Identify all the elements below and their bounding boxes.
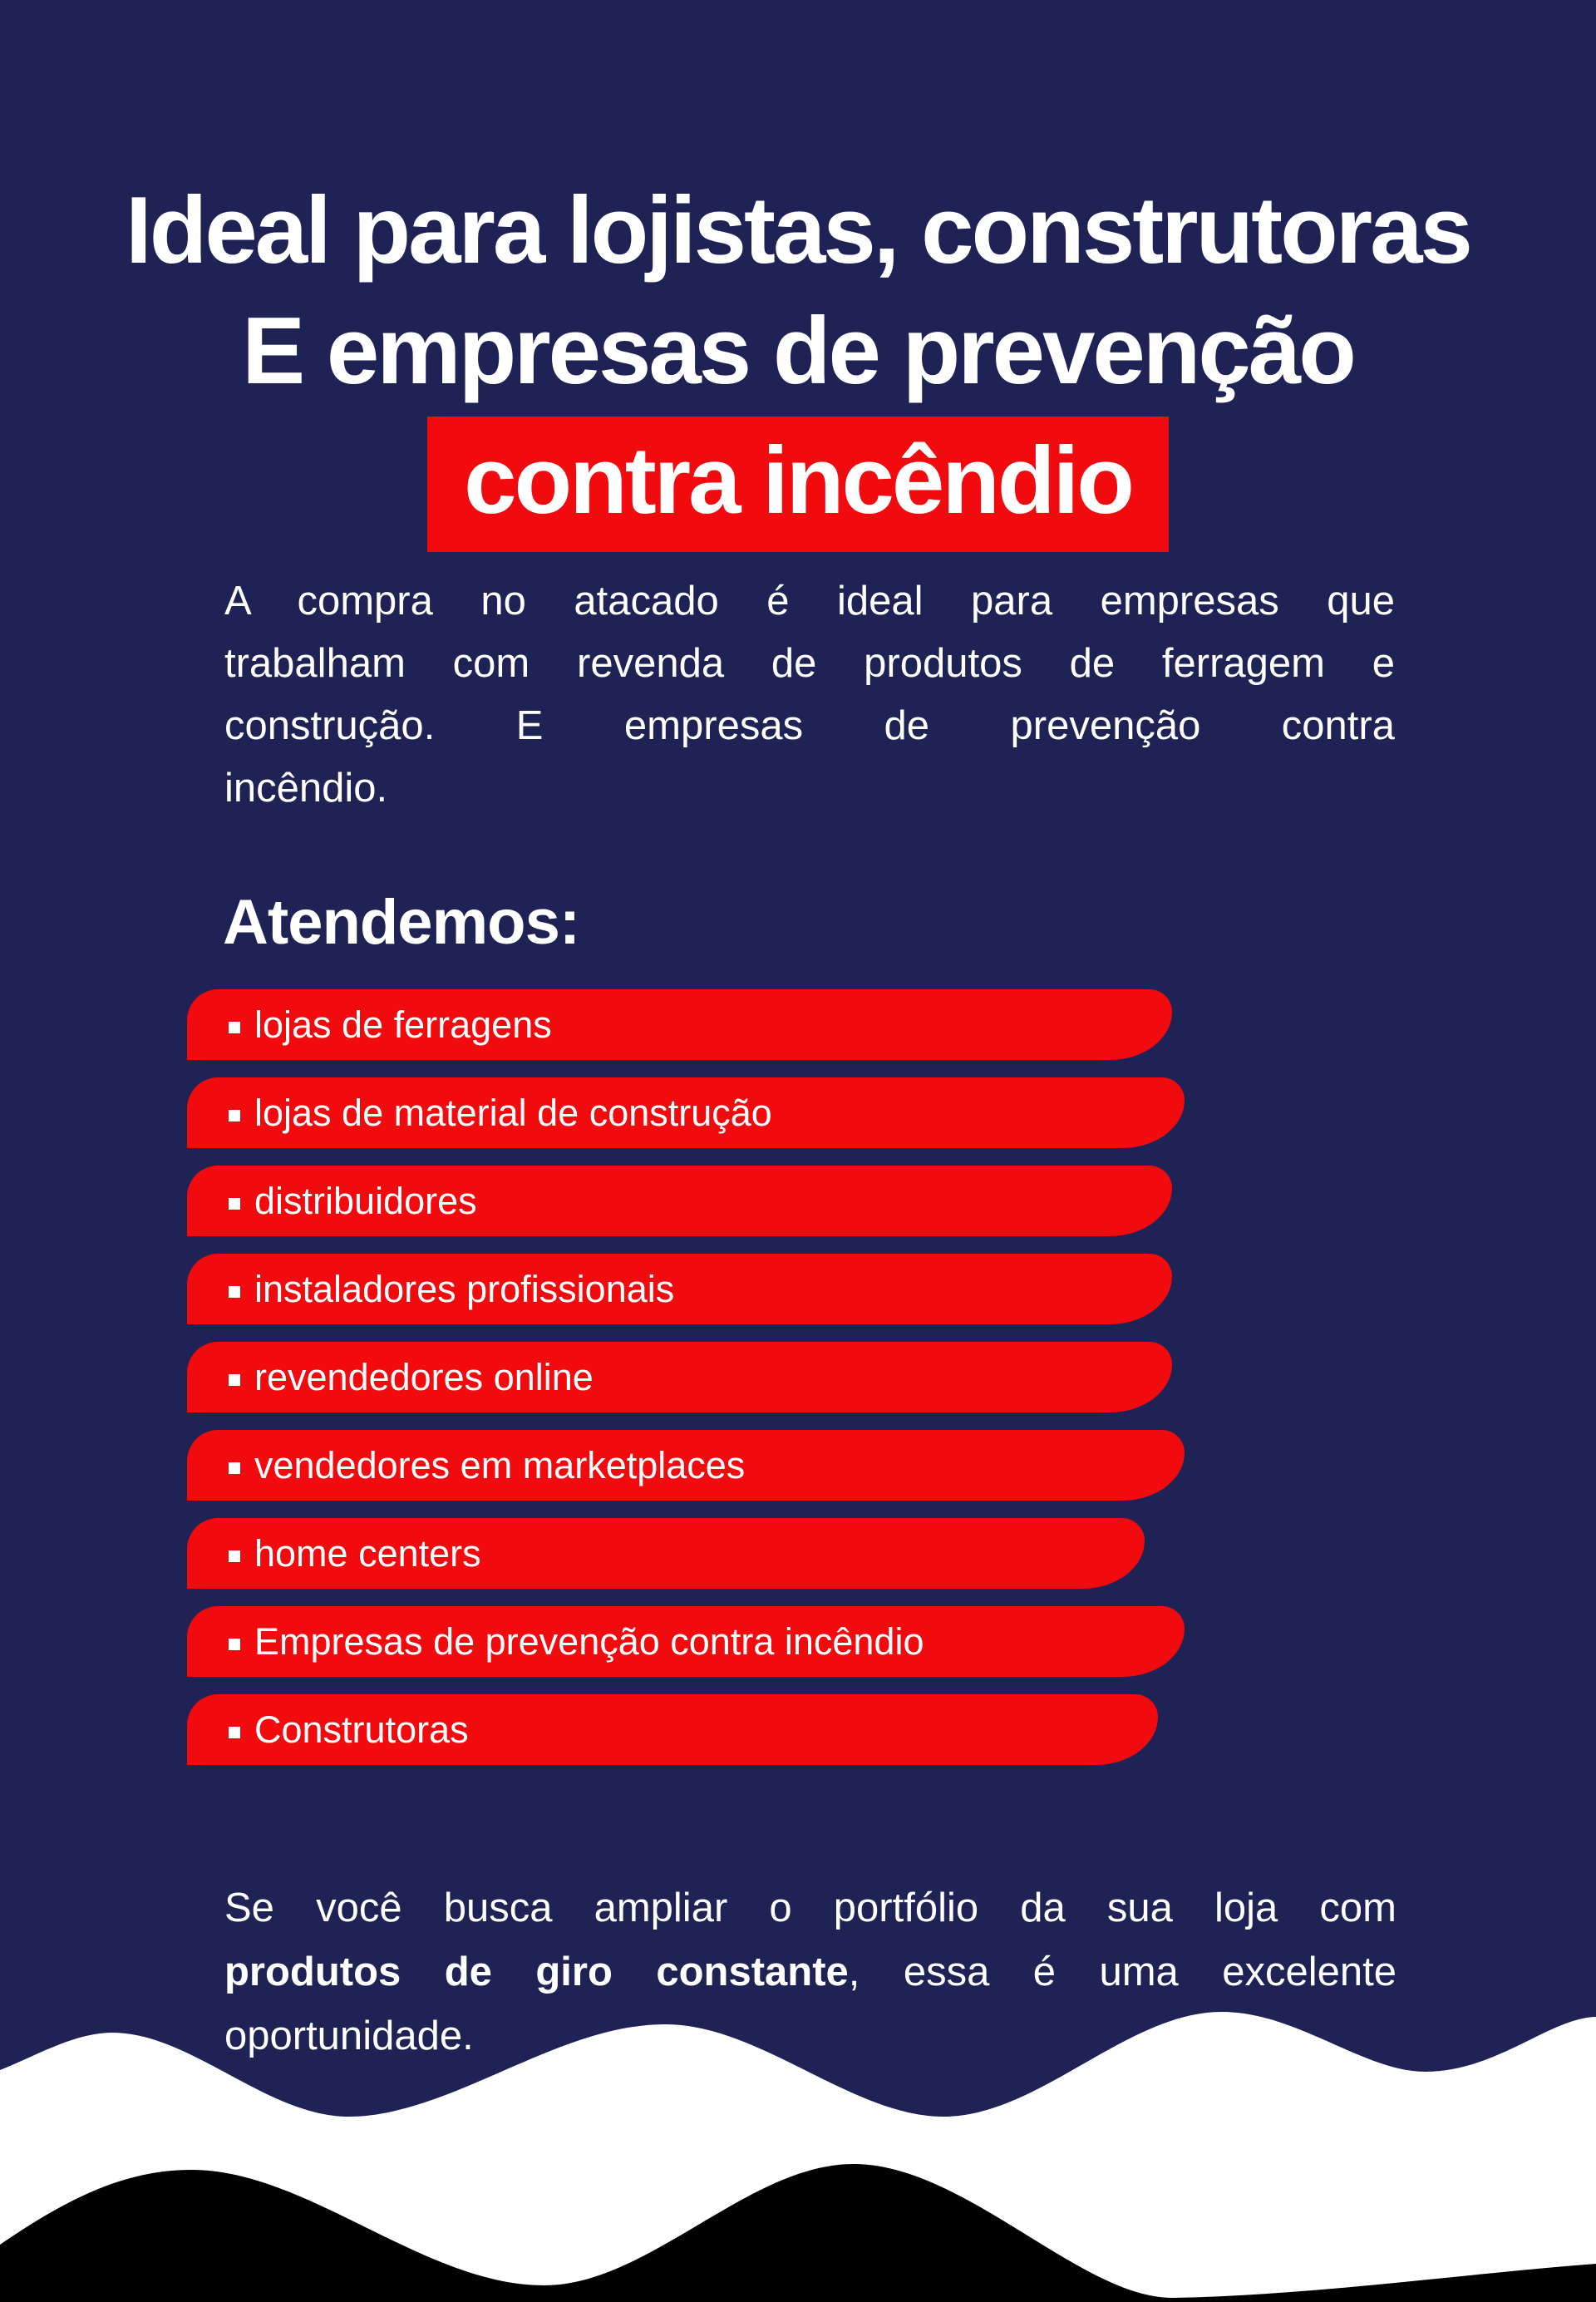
square-bullet-icon <box>229 1374 240 1386</box>
list-item-label: distribuidores <box>254 1179 477 1222</box>
square-bullet-icon <box>229 1286 240 1298</box>
list-item <box>187 1166 1172 1236</box>
list-item-label: lojas de ferragens <box>254 1003 552 1046</box>
intro-line: trabalham com revenda de produtos de ferragem e <box>224 641 1395 686</box>
audience-list <box>187 989 1189 1782</box>
square-bullet-icon <box>229 1022 240 1033</box>
list-item-label: instaladores profissionais <box>254 1267 675 1310</box>
list-item-label: lojas de material de construção <box>254 1091 772 1134</box>
list-item-label: vendedores em marketplaces <box>254 1443 746 1486</box>
headline-line-1: Ideal para lojistas, construtoras <box>126 178 1470 283</box>
square-bullet-icon <box>229 1727 240 1738</box>
list-item-label: Empresas de prevenção contra incêndio <box>254 1619 924 1663</box>
square-bullet-icon <box>229 1550 240 1562</box>
outro-rest-text: , essa é uma excelente <box>848 1950 1396 1994</box>
intro-line: incêndio. <box>224 766 388 811</box>
outro-bold-text: produtos de giro constante <box>224 1950 849 1994</box>
square-bullet-icon <box>229 1110 240 1121</box>
headline-highlight: contra incêndio <box>427 417 1169 552</box>
bottom-waves-decoration <box>0 1979 1596 2302</box>
list-item-label: home centers <box>254 1531 481 1575</box>
intro-paragraph <box>224 570 1395 820</box>
intro-line: A compra no atacado é ideal para empresas que <box>224 579 1395 624</box>
list-item <box>187 1077 1185 1148</box>
square-bullet-icon <box>229 1639 240 1650</box>
list-item <box>187 1254 1172 1324</box>
list-item <box>187 989 1172 1060</box>
list-item <box>187 1430 1185 1501</box>
outro-line: oportunidade. <box>224 2014 474 2058</box>
section-heading: Atendemos: <box>223 887 580 959</box>
headline <box>0 170 1596 552</box>
intro-line: construção. E empresas de prevenção contra <box>224 703 1395 748</box>
outro-line: Se você busca ampliar o portfólio da sua loja com <box>224 1885 1396 1930</box>
headline-line-2: E empresas de prevenção <box>242 298 1354 404</box>
list-item-label: revendedores online <box>254 1355 594 1398</box>
list-item-label: Construtoras <box>254 1708 469 1751</box>
list-item <box>187 1518 1145 1589</box>
list-item <box>187 1694 1158 1765</box>
square-bullet-icon <box>229 1198 240 1210</box>
list-item <box>187 1342 1172 1412</box>
headline-line-3 <box>0 412 1596 552</box>
list-item <box>187 1606 1185 1677</box>
square-bullet-icon <box>229 1462 240 1474</box>
